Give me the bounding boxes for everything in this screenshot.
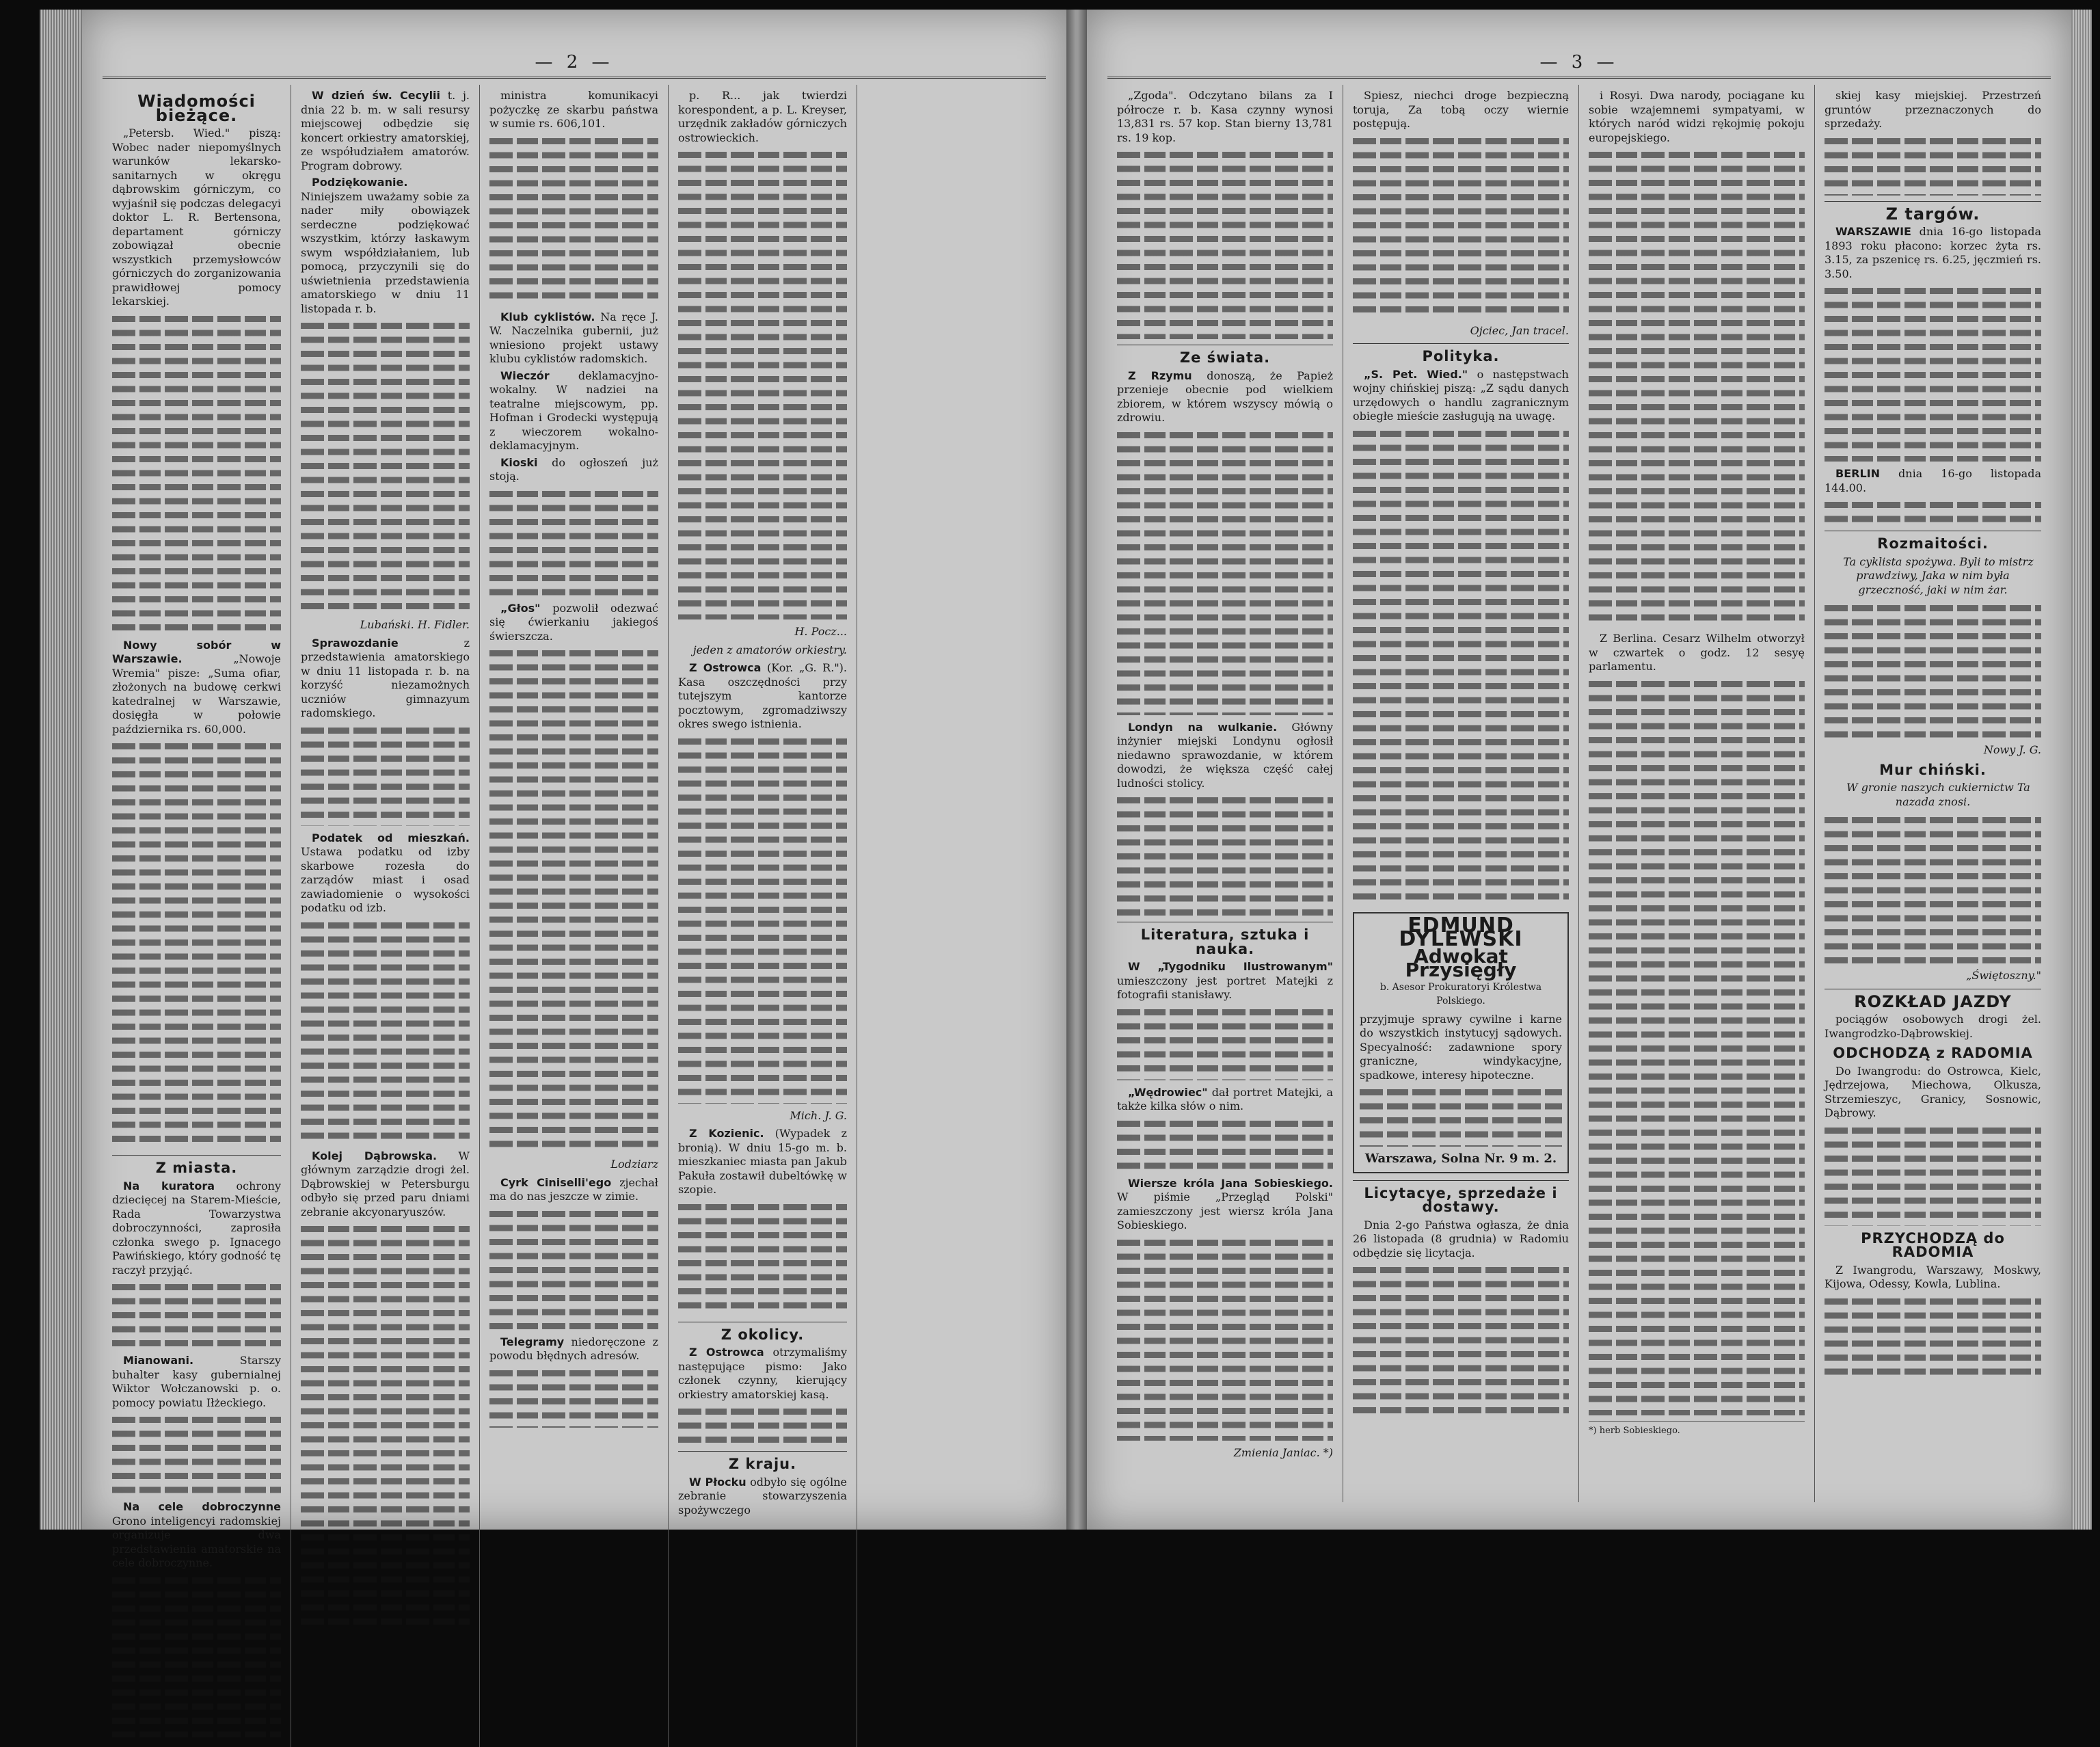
ad-subtitle: b. Asesor Prokuratoryi Królestwa Polskiego. [1379, 981, 1542, 1006]
article-text [112, 1179, 281, 1278]
column-3 [1579, 85, 1815, 1502]
article-heading: Wiersze króla Jana Sobieskiego. [1128, 1176, 1333, 1190]
article-text [1117, 369, 1333, 425]
article-body: z przedstawienia amatorskiego w dniu 11 listopada r. b. na korzyść niezamożnych uczniów gimnazyum radomskiego. [301, 636, 470, 719]
article-text [301, 176, 470, 316]
signature: Nowy J. G. [1983, 743, 2041, 756]
article-text [112, 1354, 281, 1410]
article-body: „Nowoje Wremia" pisze: „Suma ofiar, złożonych na budowę cerkwi katedralnej w Warszawie, dosięgła w połowie października rs. 60,000. [112, 652, 281, 736]
text-block [112, 739, 281, 1149]
section-title-miscellany: Rozmaitości. [1877, 535, 1989, 552]
divider [1353, 343, 1569, 344]
article-body: W piśmie „Przegląd Polski" zamieszczony jest wiersz króla Jana Sobieskiego. [1117, 1190, 1333, 1231]
article-text [489, 310, 658, 366]
article-body: o następstwach wojny chińskiej piszą: „Z sądu danych urzędowych o handlu zagranicznym obiegłe mieście zasługują na uwagę. [1353, 367, 1569, 423]
article-heading: Wieczór [500, 369, 550, 382]
article-text: ministra komunikacyi pożyczkę ze skarbu państwa w sumie rs. 606,101. [489, 89, 658, 130]
text-block [301, 723, 470, 826]
text-block [489, 646, 658, 1152]
ad-body: przyjmuje sprawy cywilne i karne do wszystkich instytucyj sądowych. Specyalność: zadawnione spory graniczne, windykacyjne, spadkowe, interesy hipoteczne. [1360, 1012, 1562, 1082]
advertisement [1353, 912, 1569, 1173]
article-body: niedoręczone z powodu błędnych adresów. [489, 1335, 658, 1362]
article-body: donoszą, że Papież przenieje obecnie pod wielkiem zbiorem, w którem wszyscy mówią o zdrowiu. [1117, 369, 1333, 424]
text-block [1589, 148, 1805, 626]
article-text [112, 1500, 281, 1571]
article-heading: Z Ostrowca [689, 661, 762, 674]
text-block [489, 1366, 658, 1428]
article-heading: Kolej Dąbrowska. [312, 1149, 438, 1162]
article-body: t. j. dnia 22 b. m. w sali resursy miejscowej odbędzie się koncert orkiestry amatorskiej, ze współudziałem amatorów. Program dobrowy. [301, 89, 470, 172]
text-block [678, 1200, 847, 1316]
text-block [1360, 1085, 1562, 1147]
book-binding-left [40, 10, 85, 1530]
text-block [1825, 134, 2041, 196]
article-text [678, 1346, 847, 1402]
text-block [1117, 1117, 1333, 1171]
article-text: Dnia 2-go Państwa ogłasza, że dnia 26 listopada (8 grudnia) w Radomiu odbędzie się licytacja. [1353, 1218, 1569, 1259]
right-page [1087, 10, 2071, 1530]
article-heading: Podatek od mieszkań. [312, 831, 470, 844]
article-text: „Zgoda". Odczytano bilans za I półrocze r. b. Kasa czynny wynosi 13,831 rs. 57 kop. Stan bierny 13,781 rs. 19 kop. [1117, 89, 1333, 144]
timetable-heading: ODCHODZĄ z RADOMIA [1833, 1045, 2033, 1061]
article-body: dał portret Matejki, a także kilka słów o nim. [1117, 1085, 1333, 1112]
divider [1825, 201, 2041, 202]
article-text [301, 1149, 470, 1220]
article-heading: WARSZAWIE [1835, 225, 1911, 238]
column-3 [480, 85, 669, 1747]
column-2 [1343, 85, 1579, 1502]
footnote: *) herb Sobieskiego. [1589, 1421, 1805, 1439]
text-block [1353, 1263, 1569, 1420]
article-body: odbyło się ogólne zebranie stowarzyszenia spożywczego [678, 1475, 848, 1517]
text-block [301, 319, 470, 613]
article-text [1825, 467, 2041, 495]
column-1 [1107, 85, 1343, 1502]
text-block [678, 148, 847, 619]
left-page [82, 10, 1066, 1569]
section-title-country: Z kraju. [728, 1456, 797, 1472]
article-heading: „Wędrowiec" [1128, 1085, 1208, 1099]
article-text [489, 602, 658, 644]
column-4 [669, 85, 857, 1747]
text-block [112, 1573, 281, 1737]
article-text [678, 1127, 847, 1197]
article-heading: Kioski [500, 455, 538, 469]
article-body: deklamacyjno-wokalny. W nadziei na teatralne miejscowym, pp. Hofman i Grodecki występują z wieczorem wokalno-deklamacyjnym. [489, 369, 658, 452]
section-title-auctions: Licytacye, sprzedaże i dostawy. [1364, 1184, 1558, 1215]
signature: Zmienia Janiac. *) [1233, 1445, 1333, 1459]
text-block [489, 134, 658, 305]
text-block [489, 487, 658, 596]
article-text: pociągów osobowych drogi żel. Iwangrodzko-Dąbrowskiej. [1825, 1013, 2041, 1040]
article-text [489, 1335, 658, 1363]
article-body: Starszy buhalter kasy gubernialnej Wiktor Wołczanowski p. o. pomocy powiatu Iłżeckiego. [112, 1354, 281, 1409]
article-body: zjechał ma do nas jeszcze w zimie. [489, 1175, 658, 1203]
article-text [489, 369, 658, 453]
text-block [301, 918, 470, 1144]
article-heading: Na cele dobroczynne [123, 1500, 281, 1513]
poem-text: Spiesz, niechci droge bezpieczną toruja, Za tobą oczy wiernie postępują. [1353, 89, 1569, 130]
text-block [1825, 1294, 2041, 1376]
timetable-heading: PRZYCHODZĄ do RADOMIA [1861, 1229, 2005, 1260]
page-number-left: — 2 — [535, 52, 614, 72]
article-body: dnia 16-go listopada 1893 roku płacono: korzec żyta rs. 3.15, za pszenicę rs. 6.25, jęczmień rs. 3.50. [1825, 225, 2041, 280]
signature: H. Pocz... [794, 625, 847, 638]
left-page-columns [103, 85, 1046, 1569]
section-title-timetable: ROZKŁAD JAZDY [1854, 991, 2012, 1011]
article-body: Na ręce J. W. Naczelnika gubernii, już wniesiono projekt ustawy klubu cyklistów radomskich. [489, 310, 658, 365]
article-text [1117, 721, 1333, 791]
article-text [1117, 960, 1333, 1002]
header-rule [103, 77, 1046, 79]
text-block [112, 1413, 281, 1495]
signature: Lodziarz [610, 1158, 658, 1171]
divider [678, 1451, 847, 1452]
divider [1353, 1180, 1569, 1181]
text-block [1117, 1005, 1333, 1080]
article-body: umieszczony jest portret Matejki z fotografii stanisławy. [1117, 974, 1333, 1001]
text-block [1589, 677, 1805, 1415]
article-heading: „S. Pet. Wied." [1364, 367, 1468, 381]
text-block [301, 1222, 470, 1632]
section-title-city: Z miasta. [155, 1160, 238, 1176]
article-heading: Mianowani. [123, 1354, 194, 1367]
text-block [1825, 284, 2041, 462]
section-title-news: Wiadomości bieżące. [137, 92, 256, 125]
article-text [301, 637, 470, 721]
article-text [1117, 1086, 1333, 1114]
column-4 [1815, 85, 2051, 1502]
poem-title: Mur chiński. [1879, 761, 1987, 778]
article-heading: Klub cyklistów. [500, 310, 595, 323]
article-text [678, 661, 847, 732]
article-body: pozwolił odezwać się ćwierkaniu jakiegoś świerszcza. [489, 601, 658, 643]
page-number-right: — 3 — [1539, 52, 1619, 72]
poem-text: W gronie naszych cukiernictw Ta nazada znosi. [1846, 781, 2030, 808]
article-text: Z Berlina. Cesarz Wilhelm otworzył w czwartek o godz. 12 sesyę parlamentu. [1589, 632, 1805, 673]
section-title-markets: Z targów. [1885, 204, 1980, 224]
article-text [301, 831, 470, 916]
text-block [1825, 498, 2041, 525]
text-block [678, 734, 847, 1104]
article-text [489, 1176, 658, 1204]
article-heading: W dzień św. Cecylii [312, 89, 441, 102]
article-text [301, 89, 470, 173]
article-body: Główny inżynier miejski Londynu ogłosił niedawno sprawozdanie, w którem dowodzi, że większa część całej ludności stolicy. [1117, 720, 1333, 790]
book-binding-right [2071, 10, 2092, 1530]
article-heading: Telegramy [500, 1335, 565, 1348]
signature: Ojciec, Jan tracel. [1470, 323, 1569, 337]
article-heading: Z Rzymu [1128, 369, 1192, 382]
text-block [1117, 428, 1333, 715]
text-block [489, 1207, 658, 1330]
article-text [1825, 225, 2041, 281]
ad-name: EDMUND DYLEWSKI [1399, 913, 1523, 951]
article-body: Niniejszem uważamy sobie za nader miły obowiązek serdeczne podziękować wszystkim, którzy łaskawym swym współdziałaniem, lub pomocą, przyczynili się do uświetnienia przedstawienia amatorskiego w dniu 11 listopada r. b. [301, 189, 470, 315]
article-heading: Sprawozdanie [312, 636, 399, 650]
article-body: do ogłoszeń już stoją. [489, 455, 658, 483]
article-body: ochrony dziecięcej na Starem-Mieście, Rada Towarzystwa dobroczynności, zaprosiła członka swego p. Ignacego Pawińskiego, który godność tę raczył przyjąć. [112, 1179, 281, 1277]
article-text: Do Iwangrodu: do Ostrowca, Kielc, Jędrzejowa, Miechowa, Olkusza, Strzemieszyc, Granicy, Sosnowic, Dąbrowy. [1825, 1064, 2041, 1119]
article-body: (Kor. „G. R."). Kasa oszczędności przy tutejszym kantorze pocztowym, zgromadziwszy okres swego istnienia. [678, 661, 847, 730]
article-heading: Z Kozienic. [689, 1127, 764, 1140]
article-heading: „Głos" [500, 601, 541, 615]
section-title-politics: Polityka. [1422, 348, 1500, 364]
article-body: dnia 16-go listopada 144.00. [1825, 467, 2041, 494]
article-heading: Cyrk Ciniselli'ego [500, 1175, 612, 1189]
text-block [678, 1404, 847, 1445]
article-body: Grono inteligencyi radomskiej organizuje dwa przedstawienia amatorskie na cele dobroczynne. [112, 1514, 281, 1569]
section-title-literature: Literatura, sztuka i nauka. [1140, 926, 1310, 957]
article-text: skiej kasy miejskiej. Przestrzeń gruntów przeznaczonych do sprzedaży. [1825, 89, 2041, 130]
article-heading: W „Tygodniku Ilustrowanym" [1128, 960, 1333, 973]
signature: Lubański. H. Fidler. [360, 618, 470, 631]
text-block [1825, 1123, 2041, 1226]
text-block [1825, 601, 2041, 738]
poem-text: Ta cyklista spożywa. Byli to mistrz prawdziwy, Jaka w nim była grzeczność, jaki w nim żar. [1843, 555, 2034, 596]
article-body: W głównym zarządzie drogi żel. Dąbrowskiej w Petersburgu odbyło się przed paru dniami zebranie akcyonaryuszów. [301, 1149, 470, 1218]
divider [112, 1155, 281, 1156]
signature: jeden z amatorów orkiestry. [692, 643, 847, 656]
article-body: (Wypadek z bronią). W dniu 15-go m. b. mieszkaniec miasta pan Jakub Pakuła zostawił dubeltówkę w szopie. [678, 1127, 848, 1196]
article-heading: Londyn na wulkanie. [1128, 720, 1278, 734]
text-block [112, 1280, 281, 1348]
text-block [1117, 148, 1333, 339]
article-heading: Z Ostrowca [689, 1346, 764, 1359]
text-block [1117, 793, 1333, 916]
text-block [1353, 427, 1569, 905]
article-body: otrzymaliśmy następujące pismo: Jako członek czynny, kierujący orkiestry amatorskiej kasą. [678, 1346, 847, 1401]
article-heading: Na kuratora [123, 1179, 215, 1192]
column-2 [291, 85, 480, 1747]
ad-address: Warszawa, Solna Nr. 9 m. 2. [1364, 1151, 1557, 1166]
text-block [1825, 813, 2041, 963]
book-gutter [1064, 10, 1090, 1530]
text-block [1117, 1236, 1333, 1441]
article-heading: W Płocku [689, 1475, 746, 1489]
column-1 [103, 85, 291, 1747]
article-text: Z Iwangrodu, Warszawy, Moskwy, Kijowa, Odessy, Kowla, Lublina. [1825, 1263, 2041, 1290]
section-title-region: Z okolicy. [721, 1326, 805, 1343]
signature: „Świętoszny." [1966, 969, 2041, 982]
text-block [112, 312, 281, 633]
signature: Mich. J. G. [790, 1108, 847, 1122]
right-page-columns [1107, 85, 2051, 1502]
header-rule [1107, 77, 2051, 79]
article-text [1353, 368, 1569, 424]
article-heading: Podziękowanie. [312, 176, 408, 189]
article-heading: Nowy sobór w Warszawie. [112, 638, 281, 665]
article-text [678, 1476, 847, 1518]
article-heading: BERLIN [1835, 467, 1880, 480]
article-text: p. R... jak twierdzi korespondent, a p. L. Kreyser, urzędnik zakładów górniczych ostrowieckich. [678, 89, 847, 144]
article-text: „Petersb. Wied." piszą: Wobec nader niepomyślnych warunków lekarsko-sanitarnych w okręgu dąbrowskim górniczym, co wyjaśnił się podczas delegacyi doktor L. R. Bertensona, departament górniczy zobowiązał obecnie wszystkich przemysłowców górniczych do zorganizowania prawidłowej pomocy lekarskiej. [112, 126, 281, 308]
article-text [112, 639, 281, 737]
section-title-world: Ze świata. [1179, 349, 1271, 366]
article-text [489, 456, 658, 484]
ad-title: Adwokat Przysięgły [1405, 944, 1517, 981]
text-block [1353, 134, 1569, 319]
article-text: i Rosyi. Dwa narody, pociągane ku sobie wzajemnemi sympatyami, w których naród widzi rękojmię pokoju europejskiego. [1589, 89, 1805, 144]
article-text [1117, 1177, 1333, 1233]
article-body: Ustawa podatku od izby skarbowe rozesła do zarządów miast i osad zawiadomienie o wysokości podatku od izb. [301, 845, 470, 914]
